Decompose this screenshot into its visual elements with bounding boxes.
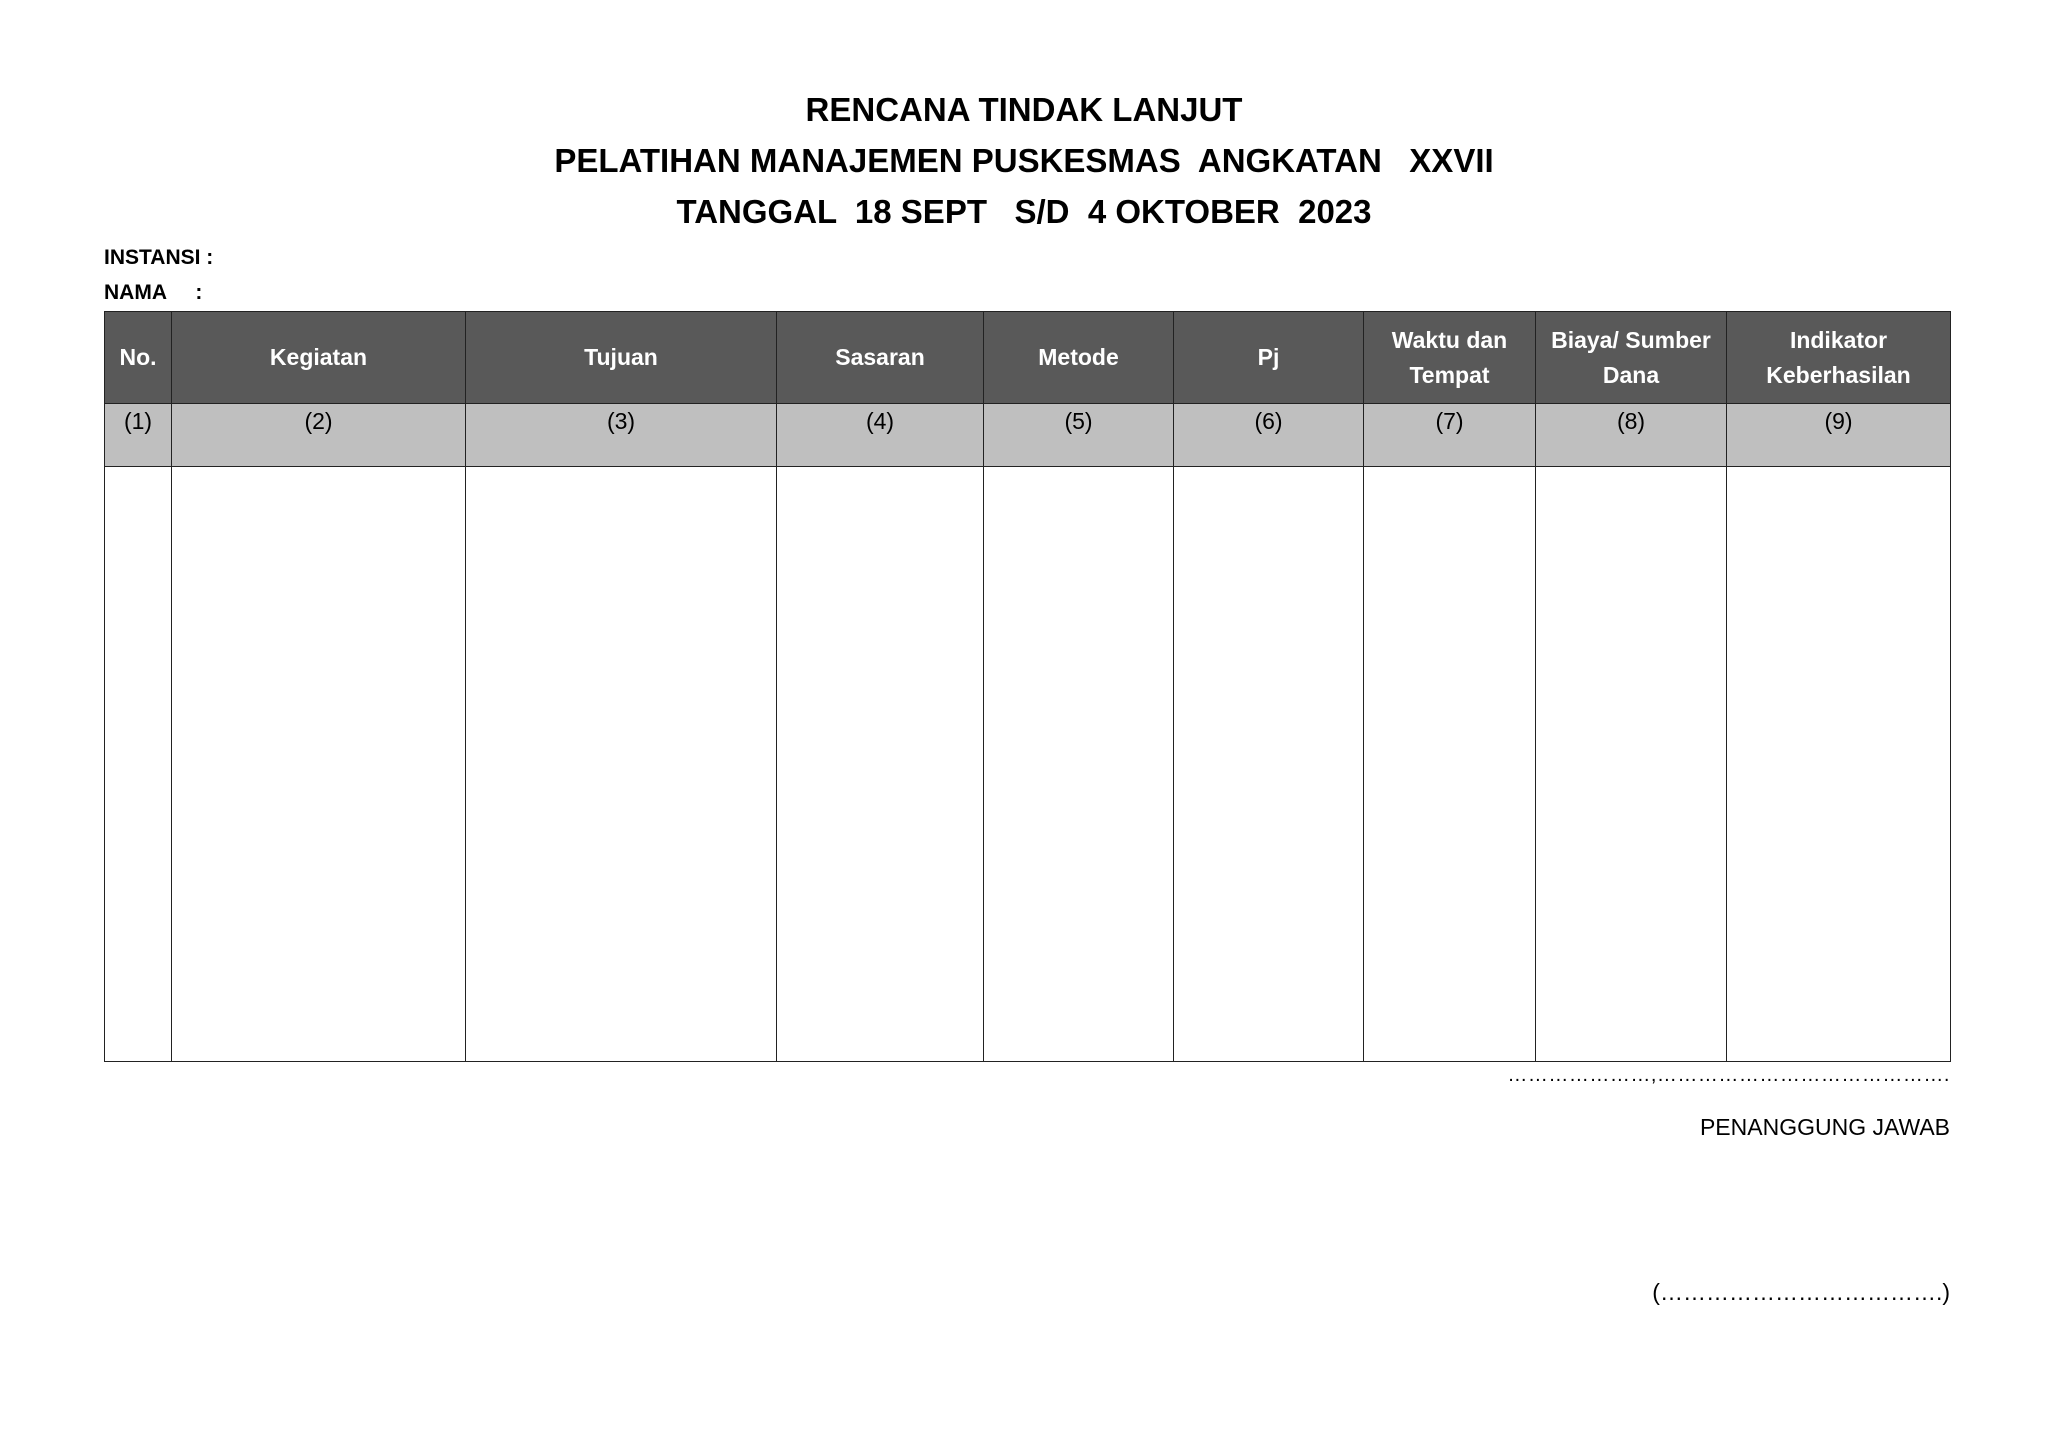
- column-number: (3): [466, 404, 777, 467]
- header-sasaran: Sasaran: [777, 312, 984, 404]
- empty-cell-biaya: [1536, 467, 1727, 1062]
- title-line-2: PELATIHAN MANAJEMEN PUSKESMAS ANGKATAN XXVII: [554, 142, 1494, 179]
- nama-label: NAMA :: [104, 281, 203, 304]
- title-line-3: TANGGAL 18 SEPT S/D 4 OKTOBER 2023: [676, 193, 1372, 230]
- header-waktu-tempat: Waktu dan Tempat: [1364, 312, 1536, 404]
- empty-cell-indikator: [1727, 467, 1951, 1062]
- empty-cell-no: [105, 467, 172, 1062]
- column-number: (6): [1174, 404, 1364, 467]
- header-no: No.: [105, 312, 172, 404]
- empty-cell-metode: [984, 467, 1174, 1062]
- action-plan-table: [104, 311, 1951, 1062]
- header-pj: Pj: [1174, 312, 1364, 404]
- column-number-row: [105, 404, 1951, 467]
- column-number: (7): [1364, 404, 1536, 467]
- column-number: (4): [777, 404, 984, 467]
- header-indikator-keberhasilan: Indikator Keberhasilan: [1727, 312, 1951, 404]
- empty-cell-kegiatan: [172, 467, 466, 1062]
- signature-role: PENANGGUNG JAWAB: [1699, 1114, 1950, 1140]
- header-tujuan: Tujuan: [466, 312, 777, 404]
- empty-cell-sasaran: [777, 467, 984, 1062]
- column-number: (5): [984, 404, 1174, 467]
- column-number: (8): [1536, 404, 1727, 467]
- empty-cell-pj: [1174, 467, 1364, 1062]
- instansi-label: INSTANSI :: [104, 246, 214, 269]
- header-kegiatan: Kegiatan: [172, 312, 466, 404]
- empty-cell-tujuan: [466, 467, 777, 1062]
- signature-name-line: (……………………………….): [1652, 1279, 1950, 1305]
- signature-place-date: …………………,…………………………………….: [1507, 1064, 1950, 1086]
- column-number: (2): [172, 404, 466, 467]
- header-biaya-sumber-dana: Biaya/ Sumber Dana: [1536, 312, 1727, 404]
- title-line-1: RENCANA TINDAK LANJUT: [805, 91, 1243, 128]
- column-number: (9): [1727, 404, 1951, 467]
- column-number: (1): [105, 404, 172, 467]
- header-metode: Metode: [984, 312, 1174, 404]
- empty-cell-waktu-tempat: [1364, 467, 1536, 1062]
- table-body-row: [105, 467, 1951, 1062]
- document-title: [0, 84, 2048, 237]
- table-header-row: [105, 312, 1951, 404]
